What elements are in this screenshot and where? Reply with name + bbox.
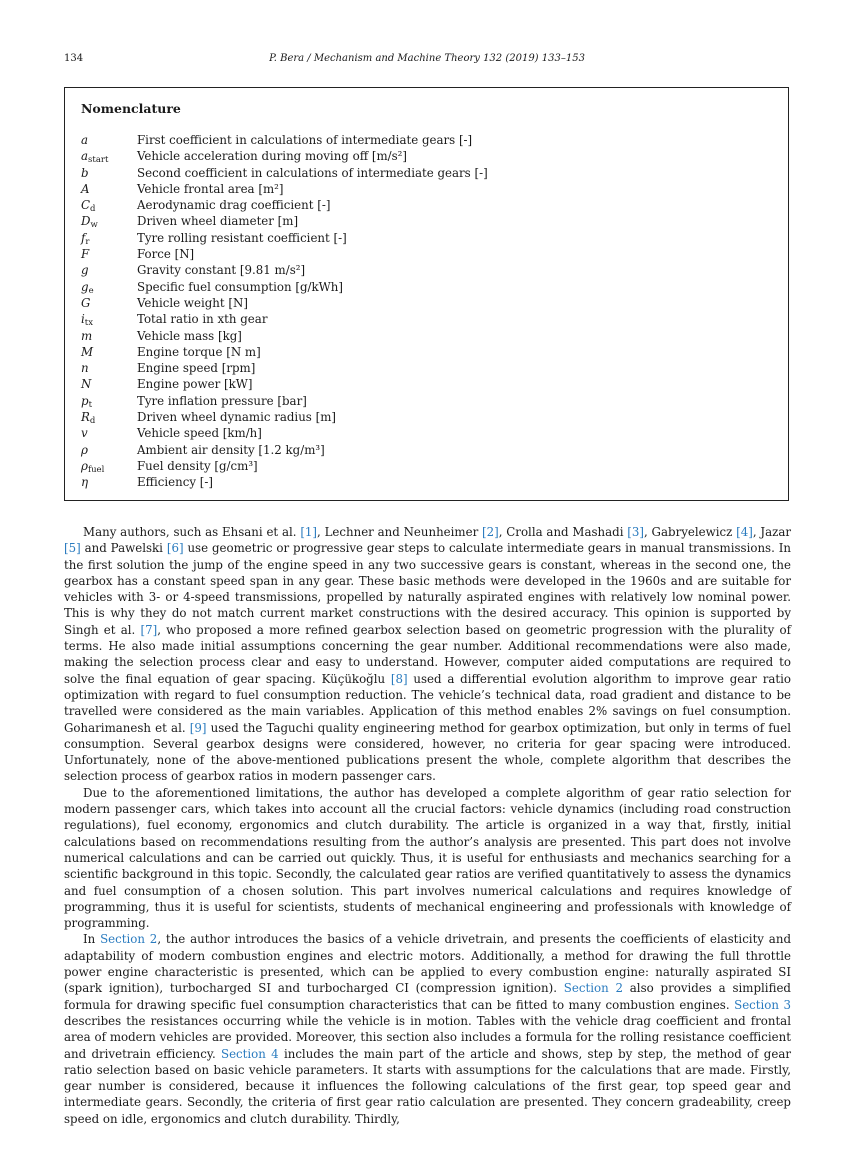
nomenclature-symbol: F (81, 247, 90, 262)
nomenclature-symbol: $p_t$ (81, 393, 92, 410)
nomenclature-symbol: $i_{tx}$ (81, 312, 93, 329)
paragraph-text: , Gabryelewicz (644, 525, 737, 539)
nomenclature-symbol: ρ (81, 442, 88, 457)
nomenclature-title: Nomenclature (81, 101, 181, 116)
nomenclature-description: Tyre rolling resistant coefficient [-] (137, 230, 347, 245)
nomenclature-description: Engine torque [N m] (137, 344, 261, 359)
reference-link[interactable]: [6] (166, 541, 184, 556)
paragraph-text: includes the main part of the article and shows, step by step, the method of gear ratio selection based on basic vehicle parameters. It starts with assumptions for the calculations that are made. Firstly, gear number is considered, because it influences the following calculations of the first gear, top speed gear and intermediate gears. Secondly, the criteria of first gear ratio calculation are presented. They concern gradeability, creep speed on idle, ergonomics and clutch durability. Thirdly, (64, 1046, 792, 1126)
nomenclature-description: Gravity constant [9.81 m/s²] (137, 263, 306, 278)
nomenclature-symbol: $g_e$ (81, 279, 94, 296)
paragraph-text: In (83, 932, 101, 947)
nomenclature-description: Vehicle acceleration during moving off [m/s²] (137, 149, 407, 164)
reference-link[interactable]: Section 2 (563, 981, 623, 996)
nomenclature-symbol: b (81, 165, 89, 180)
nomenclature-symbol: M (81, 344, 94, 359)
reference-link[interactable]: [1] (300, 525, 318, 539)
nomenclature-description: Force [N] (137, 247, 195, 262)
nomenclature-description: Aerodynamic drag coefficient [-] (137, 198, 331, 213)
reference-link[interactable]: [2] (482, 525, 499, 539)
paragraph-text: Many authors, such as Ehsani et al. (83, 525, 301, 539)
nomenclature-symbol: n (81, 361, 89, 376)
paragraph-text: describes the resistances occurring while the vehicle is in motion. Tables with the vehicle drag coefficient and frontal area of modern vehicles are provided. Moreover, this section also includes a formula for the rolling resistance coefficient and drivetrain efficiency. (64, 1013, 791, 1061)
body-text (64, 524, 791, 1127)
paragraph-text: use geometric or progressive gear steps to calculate intermediate gears in manual transmissions. In the first solution the jump of the engine speed in any two successive gears is constant, whereas in the second one, the gearbox has a constant speed span in any gear. These basic methods were developed in the 1960s and are suitable for vehicles with 3- or 4-speed transmissions, propelled by naturally aspirated engines with relatively low nominal power. This is why they do not match current market constructions with the desired accuracy. This opinion is supported by Singh et al. (64, 541, 791, 637)
nomenclature-symbol: $R_d$ (81, 410, 96, 427)
nomenclature-description: Driven wheel diameter [m] (137, 214, 299, 229)
nomenclature-description: Efficiency [-] (137, 475, 213, 490)
nomenclature-symbol: N (81, 377, 92, 392)
paragraph (64, 785, 791, 932)
reference-link[interactable]: Section 2 (100, 932, 158, 947)
nomenclature-symbol: G (81, 295, 91, 310)
nomenclature-description: Total ratio in xth gear (137, 312, 268, 327)
nomenclature-description: Fuel density [g/cm³] (137, 458, 258, 473)
reference-link[interactable]: Section 4 (220, 1046, 279, 1061)
reference-link[interactable]: [4] (736, 525, 753, 539)
nomenclature-description: Engine power [kW] (137, 377, 253, 392)
paragraph-text: used the Taguchi quality engineering method for gearbox optimization, but only in terms of fuel consumption. Several gearbox designs were considered, however, no criteria for gear spacing were introduced. Unfortunately, none of the above-mentioned publications present the whole, complete algorithm that describes the selection process of gearbox ratios in modern passenger cars. (64, 720, 791, 784)
nomenclature-symbol: A (81, 181, 90, 196)
paragraph-text: Due to the aforementioned limitations, the author has developed a complete algorithm of gear ratio selection for modern passenger cars, which takes into account all the crucial factors: vehicle dynamics (including road construction regulations), fuel economy, ergonomics and clutch durability. The article is organized in a way that, firstly, initial calculations based on recommendations resulting from the author’s analysis are presented. This part does not involve numerical calculations and can be carried out quickly. Thus, it is useful for enthusiasts and mechanics searching for a scientific background in this topic. Secondly, the calculated gear ratios are verified quantitatively to assess the dynamics and fuel consumption of a chosen solution. This part involves numerical calculations and requires knowledge of programming, thus it is useful for scientists, students of mechanical engineering and professionals with knowledge of programming. (64, 785, 791, 931)
nomenclature-description: Second coefficient in calculations of intermediate gears [-] (137, 165, 488, 180)
nomenclature-description: First coefficient in calculations of intermediate gears [-] (137, 133, 473, 147)
nomenclature-description: Tyre inflation pressure [bar] (137, 393, 307, 408)
reference-link[interactable]: [3] (627, 525, 645, 539)
nomenclature-symbol: v (81, 426, 88, 441)
page-header (64, 53, 790, 67)
reference-link[interactable]: [7] (140, 622, 158, 637)
nomenclature-symbol: g (81, 263, 89, 278)
nomenclature-symbol: $a_{start}$ (81, 149, 109, 166)
nomenclature-description: Vehicle frontal area [m²] (137, 181, 284, 196)
nomenclature-description: Vehicle weight [N] (137, 295, 248, 310)
nomenclature-symbol: η (81, 475, 89, 490)
running-title: P. Bera / Mechanism and Machine Theory 132 (2019) 133–153 (269, 53, 585, 64)
paragraph-text: , Jazar (752, 525, 792, 539)
nomenclature-symbol: $D_w$ (81, 214, 98, 231)
nomenclature-description: Engine speed [rpm] (137, 361, 256, 376)
nomenclature-description: Driven wheel dynamic radius [m] (137, 410, 336, 425)
nomenclature-symbol: $C_d$ (81, 198, 96, 215)
paragraph-text: , who proposed a more refined gearbox selection based on geometric progression with the plurality of terms. He also made initial assumptions concerning the gear number. Additional recommendations were also made, making the selection process clear and easy to understand. However, computer aided computations are required to solve the final equation of gear spacing. Küçükoğlu (64, 622, 791, 686)
paragraph-text: and Pawelski (80, 541, 167, 556)
paragraph (64, 931, 791, 1127)
reference-link[interactable]: Section 3 (734, 997, 791, 1012)
paragraph-text: , Lechner and Neunheimer (317, 525, 483, 539)
nomenclature-description: Vehicle speed [km/h] (137, 426, 262, 441)
nomenclature-description: Ambient air density [1.2 kg/m³] (137, 442, 325, 457)
nomenclature-description: Specific fuel consumption [g/kWh] (137, 279, 343, 294)
nomenclature-symbol: m (81, 328, 93, 343)
nomenclature-box (64, 87, 789, 501)
page-number: 134 (64, 53, 84, 64)
paragraph-text: used a differential evolution algorithm to improve gear ratio optimization with regard to fuel consumption reduction. The vehicle’s technical data, road gradient and distance to be travelled were considered as the main variables. Application of this method enables 2% savings on fuel consumption. Goharimanesh et al. (64, 671, 791, 735)
reference-link[interactable]: [9] (189, 720, 207, 735)
paragraph-text: also provides a simplified formula for drawing specific fuel consumption characteristics that can be fitted to many combustion engines. (64, 981, 791, 1012)
nomenclature-symbol: $f_r$ (81, 230, 90, 247)
paragraph-text: , Crolla and Mashadi (498, 525, 628, 539)
reference-link[interactable]: [5] (64, 541, 81, 556)
reference-link[interactable]: [8] (390, 671, 408, 686)
nomenclature-description: Vehicle mass [kg] (137, 328, 242, 343)
nomenclature-symbol: $\rho_{fuel}$ (81, 458, 105, 475)
nomenclature-symbol: a (81, 133, 89, 147)
paragraph-text: , the author introduces the basics of a vehicle drivetrain, and presents the coefficients of elasticity and adaptability of modern combustion engines and electric motors. Additionally, a method for drawing the full throttle power engine characteristic is presented, which can be applied to every combustion engine: naturally aspirated SI (spark ignition), turbocharged SI and turbocharged CI (compression ignition). (64, 932, 791, 996)
paragraph (64, 524, 791, 785)
